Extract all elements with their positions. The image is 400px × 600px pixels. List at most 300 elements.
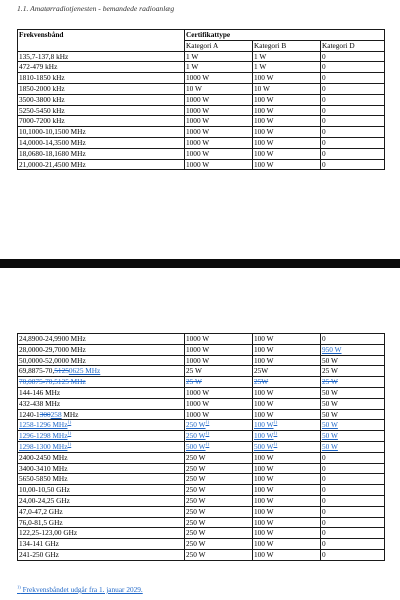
- table-cell: [253, 127, 321, 138]
- cell-text: 100 W: [254, 528, 274, 538]
- cell-text: 50 W: [322, 441, 338, 451]
- table-cell: [185, 355, 253, 366]
- cell-text: 0: [322, 495, 326, 505]
- table-cell: [321, 116, 385, 127]
- cell-text: 100 W: [254, 127, 274, 137]
- cell-text: 1000 W: [186, 116, 210, 126]
- cell-text: 250 W: [186, 495, 206, 505]
- cell-text: 10,1000-10,1500 MHz: [19, 127, 86, 137]
- table-cell: [185, 398, 253, 409]
- cell-text-fragment: 69,8875-70,: [19, 366, 55, 376]
- table-row: [18, 105, 385, 116]
- table-cell: [321, 398, 385, 409]
- table-cell: [185, 344, 253, 355]
- cell-text: 100 W: [254, 344, 274, 354]
- cell-text: 0: [322, 528, 326, 538]
- table-cell: [321, 387, 385, 398]
- cell-text: 135,7-137,8 kHz: [19, 51, 69, 61]
- table-cell: [321, 463, 385, 474]
- cell-text: 5650-5850 MHz: [19, 474, 68, 484]
- header-cat-d: Kategori D: [321, 40, 385, 51]
- cell-text-fragment: 258: [50, 409, 62, 419]
- table-cell: [18, 334, 185, 345]
- cell-text: 0: [322, 334, 326, 343]
- cell-text: 250 W: [186, 517, 206, 527]
- table-cell: [321, 549, 385, 560]
- table-cell: [185, 334, 253, 345]
- table-cell: [185, 377, 253, 388]
- cell-text: 50 W: [322, 431, 338, 441]
- footnote-ref: 1): [273, 430, 278, 436]
- cell-text: 50 W: [322, 387, 338, 397]
- table-cell: [253, 51, 321, 62]
- cell-text: 28,0000-29,7000 MHz: [19, 344, 86, 354]
- cell-text: 0: [322, 137, 326, 147]
- table-cell: [18, 463, 185, 474]
- table-cell: [18, 441, 185, 452]
- table-cell: [321, 539, 385, 550]
- table-cell: [253, 377, 321, 388]
- table-cell: [253, 420, 321, 431]
- table-row: [18, 377, 385, 388]
- table-cell: [185, 148, 253, 159]
- table-cell: [253, 495, 321, 506]
- cell-text: 100 W: [254, 420, 274, 430]
- table-cell: [18, 62, 185, 73]
- table-cell: [18, 377, 185, 388]
- table-row: [18, 73, 385, 84]
- table-row: [18, 495, 385, 506]
- cell-text: 14,0000-14,3500 MHz: [19, 137, 86, 147]
- table-cell: [185, 420, 253, 431]
- cell-text: 25 W: [186, 377, 202, 387]
- cell-text: 0: [322, 463, 326, 473]
- cell-text: 100 W: [254, 463, 274, 473]
- table-cell: [185, 116, 253, 127]
- cell-text: 0: [322, 127, 326, 137]
- table-cell: [253, 148, 321, 159]
- table-cell: [321, 495, 385, 506]
- cell-text: 250 W: [186, 452, 206, 462]
- table-row: [18, 463, 385, 474]
- table-row: [18, 116, 385, 127]
- footnote-marker: 1): [17, 584, 21, 590]
- cell-text: 0: [322, 539, 326, 549]
- table-cell: [18, 549, 185, 560]
- table-cell: [18, 495, 185, 506]
- table-cell: [18, 474, 185, 485]
- table-cell: [321, 474, 385, 485]
- cell-text: 250 W: [186, 463, 206, 473]
- table-cell: [253, 549, 321, 560]
- header-cert-type: Certifikattype: [185, 30, 385, 41]
- cell-text: 500 W: [254, 441, 274, 451]
- cell-text: 25 W: [186, 366, 202, 376]
- table-row: [18, 452, 385, 463]
- table-cell: [321, 51, 385, 62]
- cell-text: 100 W: [254, 549, 274, 559]
- table-cell: [253, 485, 321, 496]
- cell-text: 0: [322, 517, 326, 527]
- table-cell: [253, 517, 321, 528]
- table-cell: [185, 463, 253, 474]
- table-cell: [185, 409, 253, 420]
- table-cell: [253, 398, 321, 409]
- cell-text: 100 W: [254, 398, 274, 408]
- table-cell: [18, 366, 185, 377]
- cell-text-fragment: 300: [39, 409, 51, 419]
- cell-text: 1258-1296 MHz: [19, 420, 68, 430]
- footnote-ref: 1): [205, 441, 210, 447]
- cell-text: 1000 W: [186, 137, 210, 147]
- cell-text-fragment: MHz: [61, 409, 79, 419]
- table-cell: [321, 159, 385, 170]
- table-row: [18, 51, 385, 62]
- table-cell: [321, 452, 385, 463]
- table-cell: [18, 431, 185, 442]
- cell-text: 100 W: [254, 105, 274, 115]
- cell-text: 0: [322, 62, 326, 72]
- table-cell: [18, 539, 185, 550]
- table-cell: [18, 73, 185, 84]
- cell-text: 24,00-24,25 GHz: [19, 495, 70, 505]
- table-row: [18, 528, 385, 539]
- table-cell: [321, 517, 385, 528]
- cell-text: 0: [322, 116, 326, 126]
- cell-text: 250 W: [186, 549, 206, 559]
- cell-text: 10,00-10,50 GHz: [19, 485, 70, 495]
- table-cell: [18, 506, 185, 517]
- cell-text: 1296-1298 MHz: [19, 431, 68, 441]
- cell-text: 21,0000-21,4500 MHz: [19, 159, 86, 169]
- cell-text: 100 W: [254, 539, 274, 549]
- cell-text: 100 W: [254, 517, 274, 527]
- footnote-ref: 1): [67, 419, 72, 425]
- cell-text: 1 W: [186, 51, 199, 61]
- table-cell: [253, 105, 321, 116]
- table-cell: [253, 366, 321, 377]
- cell-text: 25 W: [322, 377, 338, 387]
- table-cell: [18, 528, 185, 539]
- cell-text: 100 W: [254, 355, 274, 365]
- cell-text: 1850-2000 kHz: [19, 83, 65, 93]
- cell-text: 122,25-123,00 GHz: [19, 528, 78, 538]
- table-row: [18, 474, 385, 485]
- table-cell: [253, 506, 321, 517]
- table-row: [18, 409, 385, 420]
- table-cell: [185, 105, 253, 116]
- table-cell: [185, 495, 253, 506]
- table-cell: [185, 474, 253, 485]
- cell-text: 100 W: [254, 452, 274, 462]
- cell-text: 250 W: [186, 506, 206, 516]
- table-row: [18, 506, 385, 517]
- table-cell: [185, 73, 253, 84]
- table-row: [18, 127, 385, 138]
- table-cell: [18, 420, 185, 431]
- table-row: [18, 94, 385, 105]
- cell-text: 100 W: [254, 334, 274, 343]
- table-cell: [185, 366, 253, 377]
- table-cell: [18, 159, 185, 170]
- table-cell: [321, 366, 385, 377]
- cell-text: 100 W: [254, 148, 274, 158]
- table-cell: [321, 420, 385, 431]
- cell-text: 10 W: [254, 83, 270, 93]
- table-cell: [185, 62, 253, 73]
- table-cell: [185, 452, 253, 463]
- footnote-ref: 1): [67, 441, 72, 447]
- cell-text: 250 W: [186, 528, 206, 538]
- footnote-ref: 1): [205, 419, 210, 425]
- cell-text: 0: [322, 549, 326, 559]
- table-cell: [253, 441, 321, 452]
- table-cell: [253, 431, 321, 442]
- cell-text: 0: [322, 452, 326, 462]
- cell-text: 1000 W: [186, 73, 210, 83]
- cell-text: 250 W: [186, 474, 206, 484]
- cell-text: 0: [322, 51, 326, 61]
- table-row: [18, 398, 385, 409]
- table-row: [18, 517, 385, 528]
- table-cell: [185, 137, 253, 148]
- table-row: [18, 549, 385, 560]
- cell-text: 0: [322, 73, 326, 83]
- cell-text: 1000 W: [186, 94, 210, 104]
- table-cell: [321, 62, 385, 73]
- table-cell: [185, 517, 253, 528]
- cell-text: 50 W: [322, 420, 338, 430]
- table-row: [18, 420, 385, 431]
- cell-text: 18,0680-18,1680 MHz: [19, 148, 86, 158]
- table-cell: [253, 83, 321, 94]
- frequency-table-part2: [17, 333, 385, 561]
- cell-text: 950 W: [322, 344, 342, 354]
- table-row: [18, 387, 385, 398]
- table-cell: [185, 83, 253, 94]
- table-cell: [18, 355, 185, 366]
- cell-text: 50,0000-52,0000 MHz: [19, 355, 86, 365]
- table-row: [18, 344, 385, 355]
- table-row: [18, 441, 385, 452]
- table-cell: [18, 51, 185, 62]
- cell-text: 2400-2450 MHz: [19, 452, 68, 462]
- table-cell: [321, 94, 385, 105]
- table-cell: [185, 441, 253, 452]
- table-cell: [321, 485, 385, 496]
- cell-text: 1298-1300 MHz: [19, 441, 68, 451]
- cell-text: 50 W: [322, 409, 338, 419]
- table-cell: [253, 62, 321, 73]
- cell-text: 472-479 kHz: [19, 62, 58, 72]
- table-cell: [321, 137, 385, 148]
- table-cell: [185, 431, 253, 442]
- table-cell: [18, 105, 185, 116]
- table-cell: [253, 334, 321, 345]
- cell-text: 1 W: [254, 51, 267, 61]
- table-cell: [185, 528, 253, 539]
- cell-text: 1000 W: [186, 159, 210, 169]
- table-cell: [253, 94, 321, 105]
- table-cell: [18, 409, 185, 420]
- table-cell: [253, 355, 321, 366]
- table-row: [18, 334, 385, 345]
- table-cell: [18, 116, 185, 127]
- cell-text: 100 W: [254, 506, 274, 516]
- table-cell: [321, 355, 385, 366]
- header-band: Frekvensbånd: [18, 30, 185, 52]
- cell-text: 47,0-47,2 GHz: [19, 506, 63, 516]
- table-row: [18, 366, 385, 377]
- table-cell: [18, 137, 185, 148]
- cell-text: 100 W: [254, 73, 274, 83]
- table-cell: [18, 148, 185, 159]
- table-cell: [18, 83, 185, 94]
- cell-text: 241-250 GHz: [19, 549, 59, 559]
- cell-text: 1000 W: [186, 344, 210, 354]
- cell-text: 10 W: [186, 83, 202, 93]
- table-cell: [253, 387, 321, 398]
- table-cell: [185, 485, 253, 496]
- table-cell: [18, 485, 185, 496]
- page-separator: [0, 259, 400, 268]
- cell-text: 0: [322, 474, 326, 484]
- table-cell: [253, 344, 321, 355]
- table-cell: [321, 105, 385, 116]
- table-cell: [253, 539, 321, 550]
- section-heading: 1.1. Amatørradiotjenesten - bemandede radioanlæg: [17, 4, 175, 13]
- cell-text: 250 W: [186, 431, 206, 441]
- table-header-row: [18, 30, 385, 41]
- table-cell: [18, 398, 185, 409]
- cell-text-fragment: 1240-1: [19, 409, 40, 419]
- table-cell: [253, 528, 321, 539]
- table-row: [18, 83, 385, 94]
- table-row: [18, 62, 385, 73]
- table-cell: [321, 83, 385, 94]
- cell-text: 100 W: [254, 409, 274, 419]
- cell-text: 100 W: [254, 431, 274, 441]
- cell-text: 1000 W: [186, 355, 210, 365]
- cell-text: 76,0-81,5 GHz: [19, 517, 63, 527]
- cell-text: 500 W: [186, 441, 206, 451]
- table-cell: [18, 517, 185, 528]
- table-cell: [18, 344, 185, 355]
- cell-text: 25W: [254, 366, 269, 376]
- cell-text: 100 W: [254, 159, 274, 169]
- cell-text: 50 W: [322, 398, 338, 408]
- table-cell: [253, 116, 321, 127]
- table-row: [18, 159, 385, 170]
- cell-text: 1000 W: [186, 127, 210, 137]
- cell-text: 432-438 MHz: [19, 398, 61, 408]
- cell-text: 100 W: [254, 387, 274, 397]
- cell-text: 5250-5450 kHz: [19, 105, 65, 115]
- cell-text: 250 W: [186, 485, 206, 495]
- cell-text: 100 W: [254, 495, 274, 505]
- cell-text: 250 W: [186, 420, 206, 430]
- cell-text: 25W: [254, 377, 269, 387]
- table-cell: [321, 127, 385, 138]
- footnote-ref: 1): [273, 419, 278, 425]
- table-cell: [321, 441, 385, 452]
- table-cell: [185, 549, 253, 560]
- cell-text: 100 W: [254, 474, 274, 484]
- cell-text: 50 W: [322, 355, 338, 365]
- cell-text: 24,8900-24,9900 MHz: [19, 334, 86, 343]
- footnote-ref: 1): [67, 430, 72, 436]
- cell-text: 0: [322, 159, 326, 169]
- cell-text: 1000 W: [186, 409, 210, 419]
- cell-text: 0: [322, 148, 326, 158]
- table-cell: [185, 387, 253, 398]
- cell-text: 0: [322, 83, 326, 93]
- cell-text: 3500-3800 kHz: [19, 94, 65, 104]
- cell-text: 250 W: [186, 539, 206, 549]
- table-row: [18, 539, 385, 550]
- table-row: [18, 355, 385, 366]
- table-cell: [321, 377, 385, 388]
- table-cell: [185, 94, 253, 105]
- cell-text: 1000 W: [186, 105, 210, 115]
- cell-text: 1000 W: [186, 398, 210, 408]
- cell-text-fragment: 5125: [54, 366, 69, 376]
- table-cell: [18, 387, 185, 398]
- table-cell: [253, 409, 321, 420]
- header-cat-a: Kategori A: [185, 40, 253, 51]
- cell-text: 0: [322, 105, 326, 115]
- cell-text: 1000 W: [186, 334, 210, 343]
- table-row: [18, 485, 385, 496]
- table-cell: [321, 409, 385, 420]
- table-cell: [321, 334, 385, 345]
- table-cell: [253, 137, 321, 148]
- cell-text: 0: [322, 94, 326, 104]
- cell-text: 1 W: [254, 62, 267, 72]
- cell-text: 3400-3410 MHz: [19, 463, 68, 473]
- cell-text-fragment: 0625: [68, 366, 84, 376]
- table-cell: [185, 51, 253, 62]
- table-cell: [185, 127, 253, 138]
- table-row: [18, 431, 385, 442]
- cell-text: 100 W: [254, 137, 274, 147]
- cell-text: 100 W: [254, 485, 274, 495]
- table-cell: [321, 344, 385, 355]
- footnote-ref: 1): [273, 441, 278, 447]
- table-cell: [185, 539, 253, 550]
- cell-text: 1 W: [186, 62, 199, 72]
- table-row: [18, 137, 385, 148]
- table-cell: [253, 452, 321, 463]
- table-cell: [18, 94, 185, 105]
- table-cell: [321, 528, 385, 539]
- cell-text: 0: [322, 485, 326, 495]
- header-cat-b: Kategori B: [253, 40, 321, 51]
- table-cell: [185, 506, 253, 517]
- table-cell: [321, 506, 385, 517]
- footnote-ref: 1): [205, 430, 210, 436]
- cell-text: 100 W: [254, 94, 274, 104]
- table-cell: [253, 463, 321, 474]
- footnote-text: Frekvensbåndet udgår fra 1. januar 2029.: [20, 585, 143, 594]
- cell-text: 0: [322, 506, 326, 516]
- cell-text: 1810-1850 kHz: [19, 73, 65, 83]
- table-cell: [18, 127, 185, 138]
- table-cell: [253, 73, 321, 84]
- frequency-table-part1: [17, 29, 385, 170]
- table-cell: [253, 474, 321, 485]
- cell-text: 7000-7200 kHz: [19, 116, 65, 126]
